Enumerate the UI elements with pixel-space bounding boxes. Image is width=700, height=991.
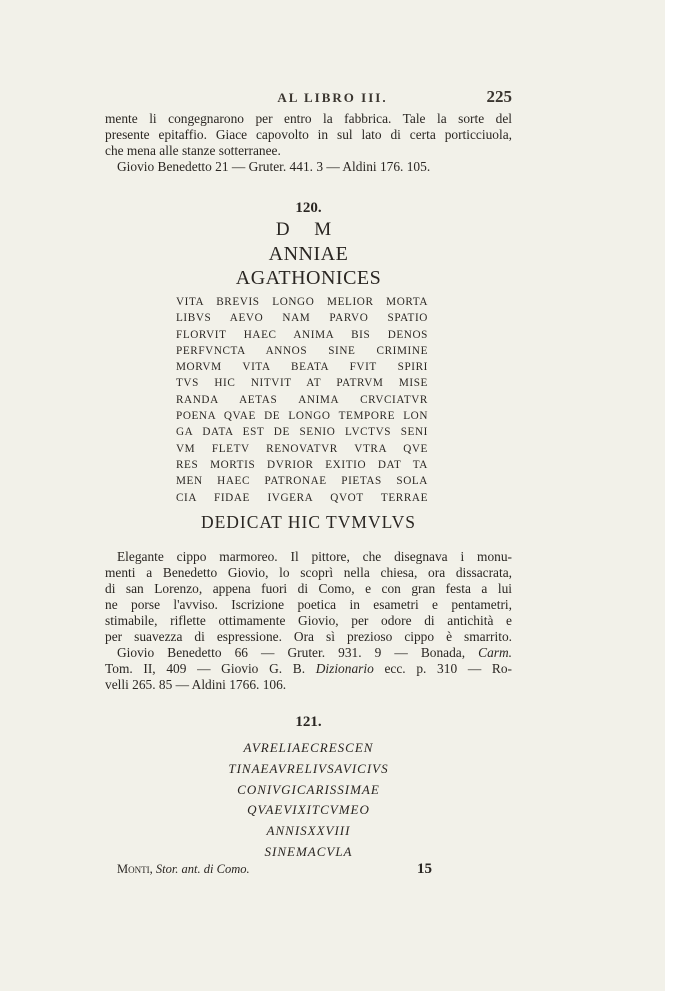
reference-line (105, 645, 512, 661)
inscription-line: RES MORTIS DVRIOR EXITIO DAT TA (176, 458, 428, 471)
inscription-line: GA DATA EST DE SENIO LVCTVS SENI (176, 426, 428, 439)
inscription-number: 120. (295, 200, 322, 216)
text-line: mente li congegnarono per entro la fabbrica. Tale la sorte del (105, 111, 512, 126)
inscription-line: MORVM VITA BEATA FVIT SPIRI (176, 361, 428, 374)
text-line: Elegante cippo marmoreo. Il pittore, che disegnava i monu- (117, 549, 512, 564)
inscription-line: TINAEAVRELIVSAVICIVS (228, 760, 389, 776)
inscription-number: 121. (295, 714, 322, 730)
signature-mark: 15 (417, 861, 432, 877)
inscription-line: TVS HIC NITVIT AT PATRVM MISE (176, 377, 428, 390)
inscription-name: AGATHONICES (235, 267, 382, 289)
ref-text: ecc. p. 310 — Ro- (373, 661, 512, 676)
commentary-paragraph (105, 549, 512, 693)
footer-author: Monti, (117, 862, 153, 876)
running-head-title: AL LIBRO III. (277, 90, 388, 105)
inscription-line: VITA BREVIS LONGO MELIOR MORTA (176, 296, 428, 308)
ref-title: Carm. (478, 645, 512, 660)
inscription-line: QVAEVIXITCVMEO (247, 802, 370, 818)
text-line: per suavezza di espressione. Ora sì prezioso cippo è smarrito. (105, 629, 512, 644)
inscription-line: AVRELIAECRESCEN (243, 740, 374, 755)
reference-line (105, 661, 512, 677)
inscription-closing: DEDICAT HIC TVMVLVS (200, 512, 417, 532)
page-footer (117, 862, 457, 877)
inscription-text (176, 294, 428, 506)
top-paragraph (105, 111, 512, 175)
footer-work: Stor. ant. di Como. (155, 862, 250, 876)
reference-line: velli 265. 85 — Aldini 1766. 106. (105, 677, 287, 692)
inscription-line: POENA QVAE DE LONGO TEMPORE LON (176, 410, 428, 423)
inscription-dm: D M (275, 219, 342, 240)
inscription-121 (105, 738, 512, 863)
inscription-line: ANNISXXVIII (266, 823, 351, 839)
page-number: 225 (486, 87, 512, 106)
inscription-line: FLORVIT HAEC ANIMA BIS DENOS (176, 328, 428, 341)
inscription-name: ANNIAE (268, 243, 349, 265)
ref-text: Tom. II, 409 — Giovio G. B. (105, 661, 316, 676)
text-line: presente epitaffio. Giace capovolto in sul lato di certa porticciuola, (105, 127, 512, 142)
text-line: di san Lorenzo, appena fuori di Como, e con gran festa a lui (105, 581, 512, 596)
running-head (0, 87, 665, 108)
inscription-line: RANDA AETAS ANIMA CRVCIATVR (176, 393, 428, 406)
inscription-line: MEN HAEC PATRONAE PIETAS SOLA (176, 475, 428, 488)
inscription-line: CIA FIDAE IVGERA QVOT TERRAE (176, 491, 428, 504)
inscription-line: PERFVNCTA ANNOS SINE CRIMINE (176, 344, 428, 357)
text-line: ne porse l'avviso. Iscrizione poetica in esametri e pentametri, (105, 597, 512, 612)
inscription-line: CONIVGICARISSIMAE (237, 781, 380, 797)
text-line: stimabile, riflette ottimamente Giovio, per odore di antichità e (105, 613, 512, 628)
inscription-line: VM FLETV RENOVATVR VTRA QVE (176, 442, 428, 455)
inscription-line: SINEMACVLA (264, 843, 353, 859)
ref-title: Dizionario (315, 661, 374, 676)
text-line: menti a Benedetto Giovio, lo scoprì nella chiesa, ora dissacrata, (105, 565, 512, 580)
text-line: che mena alle stanze sotterranee. (105, 143, 281, 158)
reference-line: Giovio Benedetto 21 — Gruter. 441. 3 — Aldini 176. 105. (117, 159, 431, 174)
ref-text: Giovio Benedetto 66 — Gruter. 931. 9 — Bonada, (117, 645, 479, 660)
inscription-line: LIBVS AEVO NAM PARVO SPATIO (176, 312, 428, 325)
page-margin (665, 0, 700, 991)
